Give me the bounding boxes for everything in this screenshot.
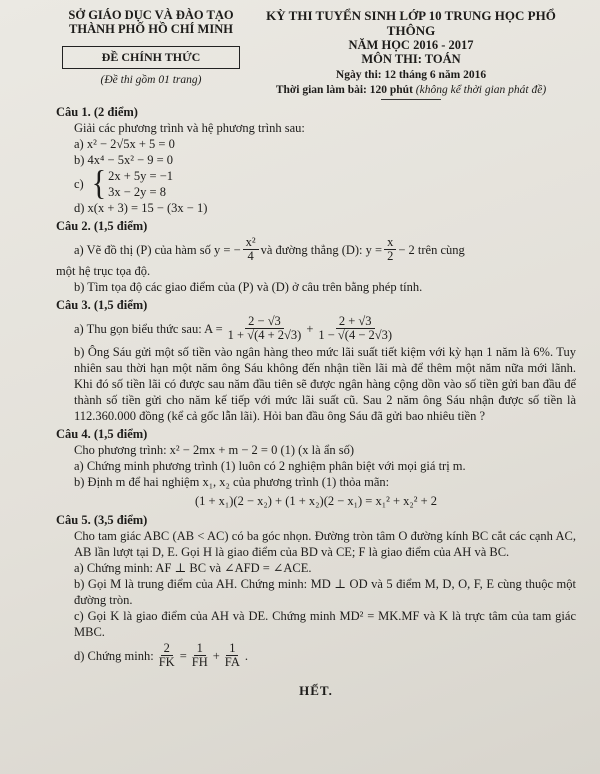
frac-num: 2 + √3 [336,315,375,329]
frac-num: 1 [226,642,238,656]
frac-num: 1 [194,642,206,656]
question-5d-text: d) Chứng minh: [74,648,154,663]
official-badge: ĐỀ CHÍNH THỨC [62,46,240,69]
frac-den: 1 + √(4 + 2√3) [227,328,302,342]
exam-duration [246,83,576,97]
duration-label: Thời gian làm bài: 120 phút [275,84,413,96]
question-2-title: Câu 2. (1,5 điểm) [56,219,148,233]
question-1c-label: c) [74,177,84,191]
fraction-x-over-2 [384,236,396,263]
question-4b: b) Định m để hai nghiệm x₁, x₂ của phương trình (1) thỏa mãn: [74,475,390,489]
question-1-title: Câu 1. (2 điểm) [56,105,138,119]
question-4-title: Câu 4. (1,5 điểm) [56,427,148,441]
question-3-title: Câu 3. (1,5 điểm) [56,298,148,312]
question-4-intro: Cho phương trình: x² − 2mx + m − 2 = 0 (1) (x là ẩn số) [74,443,355,457]
frac-den: 2 [387,249,394,263]
fraction-x2-over-4 [243,236,259,263]
plus-sign: + [212,648,220,663]
question-1-intro: Giải các phương trình và hệ phương trình sau: [74,121,305,135]
issuer-line-1: SỞ GIÁO DỤC VÀ ĐÀO TẠO [68,8,234,22]
fraction-1-over-fh [189,642,211,669]
plus-sign: + [306,321,314,336]
title-underline [381,99,441,100]
duration-note: (không kể thời gian phát đề) [415,84,547,96]
page-count-note: (Đề thi gồm 01 trang) [100,74,202,86]
question-4a: a) Chứng minh phương trình (1) luôn có 2 nghiệm phân biệt với mọi giá trị m. [74,459,466,473]
question-2b: b) Tìm tọa độ các giao điểm của (P) và (D) ở câu trên bằng phép tính. [74,280,423,294]
question-3a [56,315,576,342]
frac-num: 2 − √3 [245,315,284,329]
question-5a: a) Chứng minh: AF ⊥ BC và ∠AFD = ∠ACE. [74,561,312,575]
frac-den: FK [158,655,175,669]
end-marker: HẾT. [299,683,333,698]
fraction-a-2 [315,315,395,342]
frac-den: 1 − √(4 − 2√3) [318,328,393,342]
question-3a-text: a) Thu gọn biểu thức sau: A = [74,321,223,336]
question-2a [56,236,576,263]
question-1d: d) x(x + 3) = 15 − (3x − 1) [74,201,208,215]
system-eq-2: 3x − 2y = 8 [108,185,166,199]
question-1b: b) 4x⁴ − 5x² − 9 = 0 [74,153,174,167]
frac-den: 4 [247,249,254,263]
issuer-line-2: THÀNH PHỐ HỒ CHÍ MINH [69,22,233,36]
exam-content [56,104,576,699]
question-5-intro: Cho tam giác ABC (AB < AC) có ba góc nhọn. Đường tròn tâm O đường kính BC cắt các cạnh AC, AB lần lượt tại D, E. Gọi H là giao điểm của BD và CE; F là giao điểm của AH và BC. [74,529,576,559]
question-2a-text-3: − 2 trên cùng [398,242,465,257]
system-eq-1: 2x + 5y = −1 [108,169,174,183]
question-2a-continued: một hệ trục tọa độ. [56,264,151,278]
exam-title-block [246,8,576,100]
system-brace: { [91,164,107,203]
question-1c [56,164,576,203]
frac-num: x² [243,236,259,250]
question-5b: b) Gọi M là trung điểm của AH. Chứng minh: MD ⊥ OD và 5 điểm M, D, O, F, E cùng thuộc một đường tròn. [74,577,576,607]
question-4-equation: (1 + x₁)(2 − x₂) + (1 + x₂)(2 − x₁) = x₁² + x₂² + 2 [194,494,438,508]
issuer-block [56,8,246,100]
frac-den: FH [191,655,208,669]
exam-header [56,8,576,100]
fraction-a-1 [225,315,305,342]
question-5-title: Câu 5. (3,5 điểm) [56,513,148,527]
frac-num: x [384,236,396,250]
fraction-1-over-fa [222,642,243,669]
school-year: NĂM HỌC 2016 - 2017 [348,38,474,52]
question-3b: b) Ông Sáu gửi một số tiền vào ngân hàng theo mức lãi suất tiết kiệm với kỳ hạn 1 năm là 6%. Tuy nhiên sau thời hạn một năm ông Sáu không đến nhận tiền lãi mà để thêm một năm nữa mới lãnh. Khi đó số tiền lãi có được sau năm đầu tiên sẽ được ngân hàng cộng dồn vào số tiền gửi ban đầu để thành số tiền gửi cho năm kế tiếp với mức lãi suất cũ. Sau 2 năm ông Sáu nhận được số tiền là 112.360.000 đồng (kể cả gốc lẫn lãi). Hỏi ban đầu ông Sáu đã gửi bao nhiêu tiền ? [74,345,576,423]
subject: MÔN THI: TOÁN [361,52,461,66]
frac-den: FA [224,655,240,669]
exam-title: KỲ THI TUYỂN SINH LỚP 10 TRUNG HỌC PHỔ THÔNG [266,8,556,38]
equals-sign: = [179,648,187,663]
question-1a: a) x² − 2√5x + 5 = 0 [74,137,175,151]
question-2a-text-1: a) Vẽ đồ thị (P) của hàm số y = − [74,242,241,257]
question-2a-text-2: và đường thẳng (D): y = [260,242,383,257]
question-5c: c) Gọi K là giao điểm của AH và DE. Chứng minh MD² = MK.MF và K là trực tâm của tam giác MBC. [74,609,576,639]
question-5d [56,642,576,669]
period: . [244,648,248,663]
exam-date: Ngày thi: 12 tháng 6 năm 2016 [335,69,487,81]
fraction-2-over-fk [156,642,178,669]
frac-num: 2 [161,642,173,656]
